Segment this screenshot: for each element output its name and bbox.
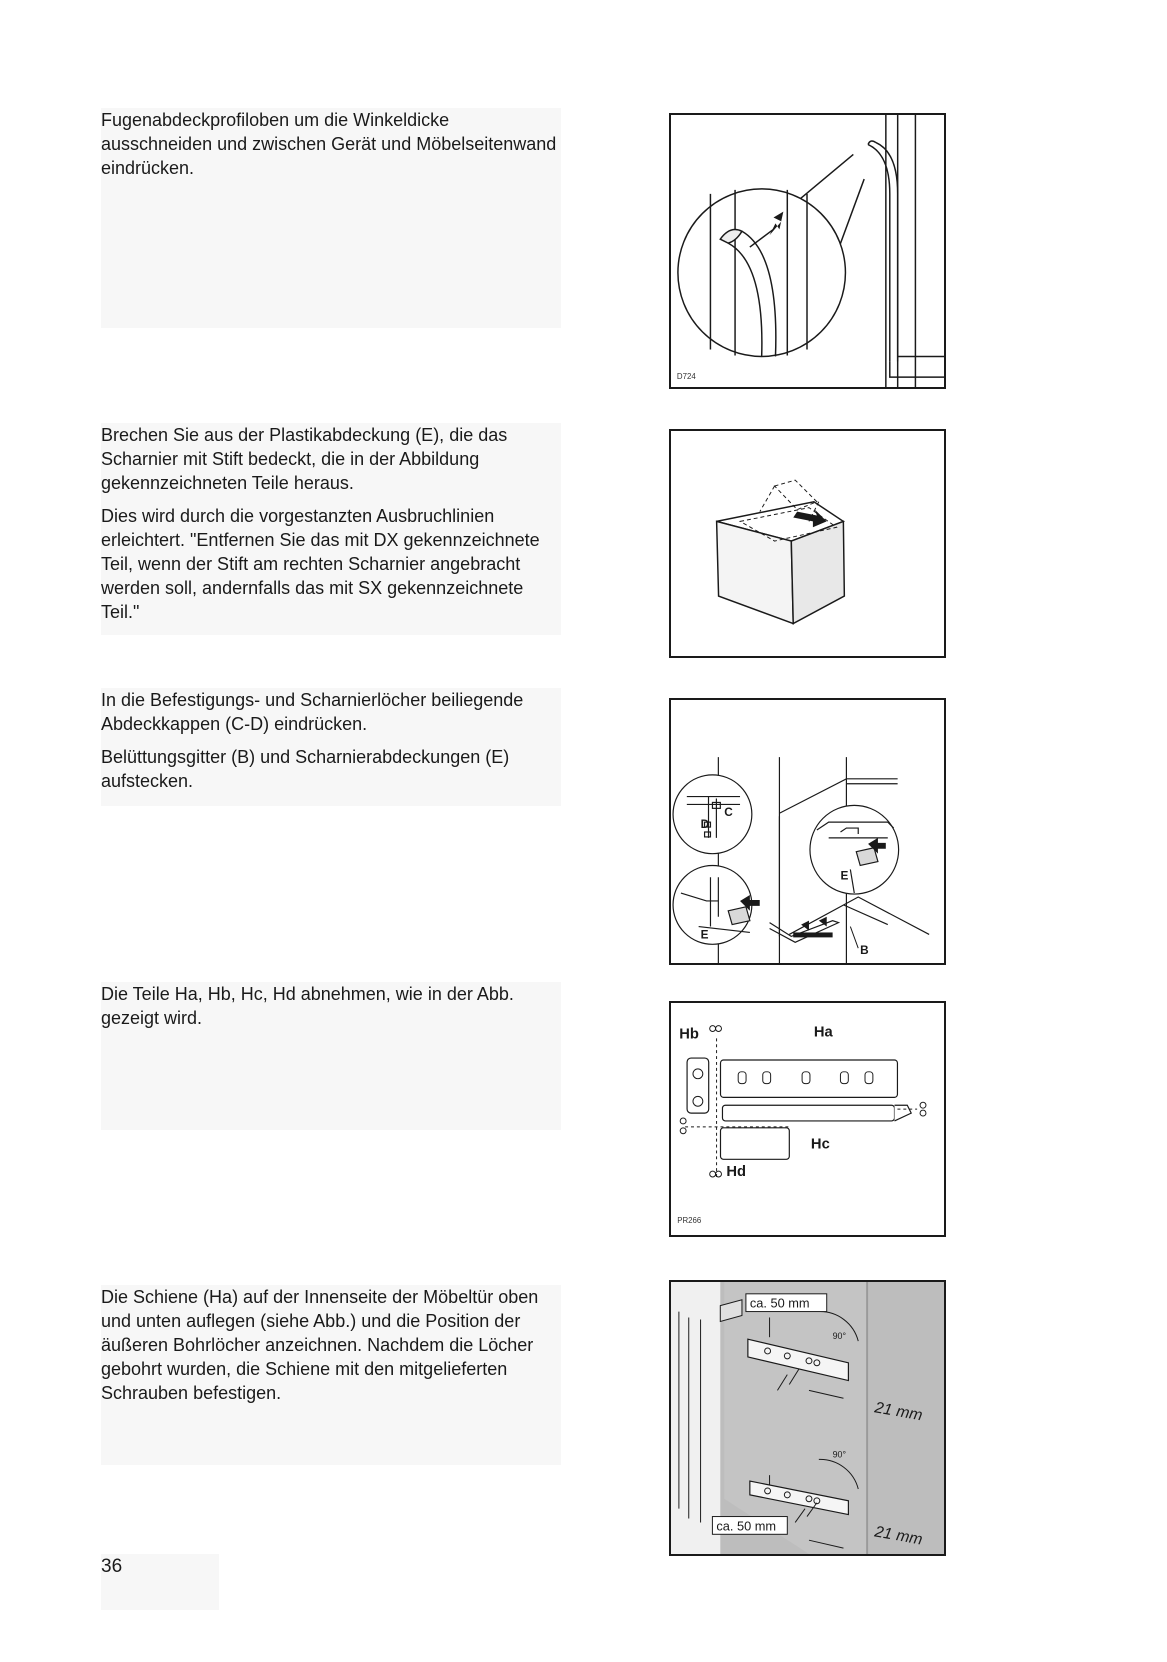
figure-rail-parts [669, 1001, 946, 1237]
paragraph: Brechen Sie aus der Plastikabdeckung (E), die das Scharnier mit Stift bedeckt, die in der Abbildung gekennzeichneten Teile heraus. [101, 425, 508, 493]
instruction-text-1 [101, 108, 561, 328]
instruction-text-3 [101, 688, 561, 806]
cover-caps-illustration [671, 700, 944, 963]
rail-parts-illustration [671, 1003, 944, 1235]
paragraph: Fugenabdeckprofiloben um die Winkeldicke ausschneiden und zwischen Gerät und Möbelseitenwand eindrücken. [101, 110, 557, 178]
paragraph: Die Teile Ha, Hb, Hc, Hd abnehmen, wie in der Abb. gezeigt wird. [101, 984, 514, 1028]
figure-hinge-cover [669, 429, 946, 658]
label-c: C [724, 805, 733, 820]
figure-rail-mounting [669, 1280, 946, 1556]
angle-bottom: 90° [832, 1449, 847, 1460]
paragraph: In die Befestigungs- und Scharnierlöcher beiliegende Abdeckkappen (C-D) eindrücken. [101, 690, 524, 734]
label-d: D [700, 817, 710, 832]
paragraph: Dies wird durch die vorgestanzten Ausbruchlinien erleichtert. "Entfernen Sie das mit DX gekennzeichnete Teil, wenn der Stift am rechten Scharnier angebracht werden soll, andernfalls das mit SX gekennzeichnete Teil." [101, 506, 540, 622]
seal-profile-illustration [671, 115, 944, 387]
page-number: 36 [101, 1554, 219, 1610]
figure-cover-caps [669, 698, 946, 965]
instruction-text-5 [101, 1285, 561, 1465]
offset-bottom: 21 mm [873, 1523, 924, 1549]
label-hb: Hb [679, 1026, 699, 1043]
paragraph: Belüttungsgitter (B) und Scharnierabdeckungen (E) aufstecken. [101, 747, 510, 791]
instruction-text-2 [101, 423, 561, 635]
angle-top: 90° [832, 1331, 847, 1342]
hinge-cover-illustration [671, 431, 944, 656]
figure-seal-profile [669, 113, 946, 389]
label-b: B [860, 943, 869, 958]
instruction-text-4 [101, 982, 561, 1130]
rail-mounting-illustration [671, 1282, 944, 1554]
distance-top: ca. 50 mm [749, 1295, 810, 1311]
label-e-left: E [700, 927, 709, 942]
distance-bottom: ca. 50 mm [716, 1518, 777, 1534]
label-e-right: E [840, 868, 849, 883]
label-hc: Hc [810, 1136, 830, 1153]
label-hd: Hd [726, 1164, 747, 1181]
figure-code: PR266 [677, 1216, 702, 1226]
label-ha: Ha [813, 1024, 833, 1041]
offset-top: 21 mm [873, 1399, 924, 1425]
figure-code: D724 [676, 372, 696, 382]
paragraph: Die Schiene (Ha) auf der Innenseite der Möbeltür oben und unten auflegen (siehe Abb.) und die Position der äußeren Bohrlöcher anzeichnen. Nachdem die Löcher gebohrt wurden, die Schiene mit den mitgelieferten Schrauben befestigen. [101, 1287, 539, 1403]
